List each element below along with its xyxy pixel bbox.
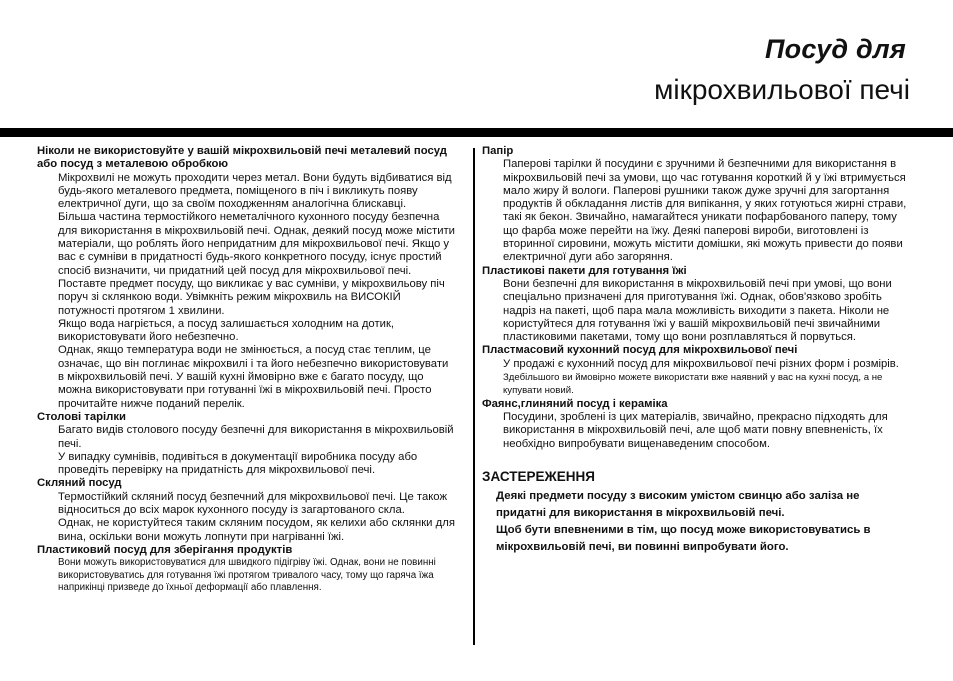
metal-paragraph-1: Мікрохвилі не можуть проходити через метал. Вони будуть відбиватися від будь-якого металевого предмета, поміщеного в піч і викликуть появу електричної дуги, що за своїм походженням аналогічна блискавці. (58, 171, 452, 211)
table-paragraph-2: У випадку сумнівів, подивіться в документації виробника посуду або проведіть перевірку на придатність для мікрохвильової печі. (58, 450, 418, 477)
kitchen-heading: Пластмасовий кухонний посуд для мікрохвильової печі (482, 344, 798, 357)
column-divider (473, 148, 475, 645)
table-paragraph-1: Багато видів столового посуду безпечні для використання в мікрохвильовій печі. (58, 424, 454, 450)
kitchen-paragraph-small-text: Здебільшого ви ймовірно можете використати вже наявний у вас на кухні посуд, а не купувати новий. (503, 372, 883, 397)
kitchen-paragraph-1 (503, 358, 912, 398)
kitchen-paragraph-text: У продажі є кухонний посуд для мікрохвильової печі різних форм і розмірів. (503, 357, 899, 370)
warning-title: ЗАСТЕРЕЖЕННЯ (482, 468, 595, 484)
glass-heading: Скляний посуд (37, 477, 122, 490)
plastic-heading: Пластиковий посуд для зберігання продуктів (37, 543, 293, 556)
warning-paragraph-1: Деякі предмети посуду з високим умістом свинцю або заліза не придатні для використання в мікрохвильовій печі. (496, 489, 860, 519)
left-column (37, 145, 457, 594)
metal-paragraph-3: Поставте предмет посуду, що викликає у вас сумніви, у мікрохвильову піч поруч зі склянкою води. Увімкніть режим мікрохвиль на ВИСОКІЙ потужності протягом 1 хвилини. (58, 277, 445, 317)
page-title-line2: мікрохвильової печі (654, 74, 910, 105)
glass-paragraph-2: Однак, не користуйтеся таким скляним посудом, як келихи або склянки для вина, оскільки вони можуть лопнути при нагріванні їжі. (58, 517, 455, 543)
bags-heading: Пластикові пакети для готування їжі (482, 264, 687, 277)
paper-heading: Папір (482, 145, 514, 157)
ceramic-paragraph-1: Посудини, зроблені із цих матеріалів, звичайно, прекрасно підходять для використання в мікрохвильовій печі, але щоб мати повну впевненість, їх необхідно випробувати вищенаведеним способом. (503, 410, 888, 450)
glass-paragraph-1: Термостійкий скляний посуд безпечний для мікрохвильової печі. Це також відноситься до всіх марок кухонного посуду із загартованого скла. (58, 490, 448, 517)
metal-heading: Ніколи не використовуйте у вашій мікрохвильовій печі металевий посуд або посуд з металевою обробкою (37, 145, 447, 171)
table-heading: Столові тарілки (37, 410, 126, 423)
metal-paragraph-5: Однак, якщо температура води не змінюється, а посуд стає теплим, це означає, що він поглинає мікрохвилі і та його небезпечно використовувати в мікрохвильовій печі. У вашій кухні ймовірно вже є багато посуду, що можна використовувати при готуванні їжі в мікрохвильовій печі. Просто прочитайте нижче поданий перелік. (58, 344, 449, 410)
ceramic-heading: Фаянс,глиняний посуд і кераміка (482, 397, 668, 410)
right-column (482, 145, 912, 556)
metal-paragraph-2: Більша частина термостійкого неметалічного кухонного посуду безпечна для використання в мікрохвильовій печі. Однак, деякий посуд може містити матеріали, що роблять його непридатним для мікрохвильової печі. Якщо у вас є сумніви в придатності будь-якого конкретного посуду, існує простий спосіб визначити, чи придатний цей посуд для мікрохвильової печі. (58, 211, 455, 277)
metal-paragraph-4: Якщо вода нагріється, а посуд залишається холодним на дотик, використовувати його небезпечно. (58, 317, 395, 344)
bags-paragraph-1: Вони безпечні для використання в мікрохвильовій печі при умові, що вони спеціально призначені для приготування їжі. Однак, обов'язково зробіть надріз на пакеті, щоб пара мала можливість виходити з пакета. Ніколи не користуйтеся для готування їжі у вашій мікрохвильовій печі звичайними пластиковими пакетами, тому що вони розплавляться й порвуться. (503, 277, 892, 344)
page-title-line1: Посуд для (765, 34, 906, 64)
warning-paragraph-2: Щоб бути впевненими в тім, що посуд може використовуватись в мікрохвильовій печі, ви повинні випробувати його. (496, 523, 871, 553)
paper-paragraph-1: Паперові тарілки й посудини є зручними й безпечними для використання в мікрохвильовій печі за умови, що час готування короткий й у їжі втримується мало жиру й вологи. Паперові рушники також дуже зручні для загортання продуктів й обкладання листів для випікання, у яких готуються жирні страви, такі як бекон. Звичайно, намагайтеся уникати пофарбованого паперу, тому що фарба може перейти на їжу. Деякі паперові вироби, виготовлені із вторинної сировини, можуть містити домішки, які можуть привести до появи електричної дуги або загоряння. (503, 158, 907, 264)
header-rule (0, 128, 953, 137)
plastic-paragraph-1: Вони можуть використовуватися для швидкого підігріву їжі. Однак, вони не повинні використовуватись для готування їжі протягом тривалого часу, тому що гаряча їжа наприкінці призведе до їхньої деформації або плавлення. (58, 557, 436, 593)
